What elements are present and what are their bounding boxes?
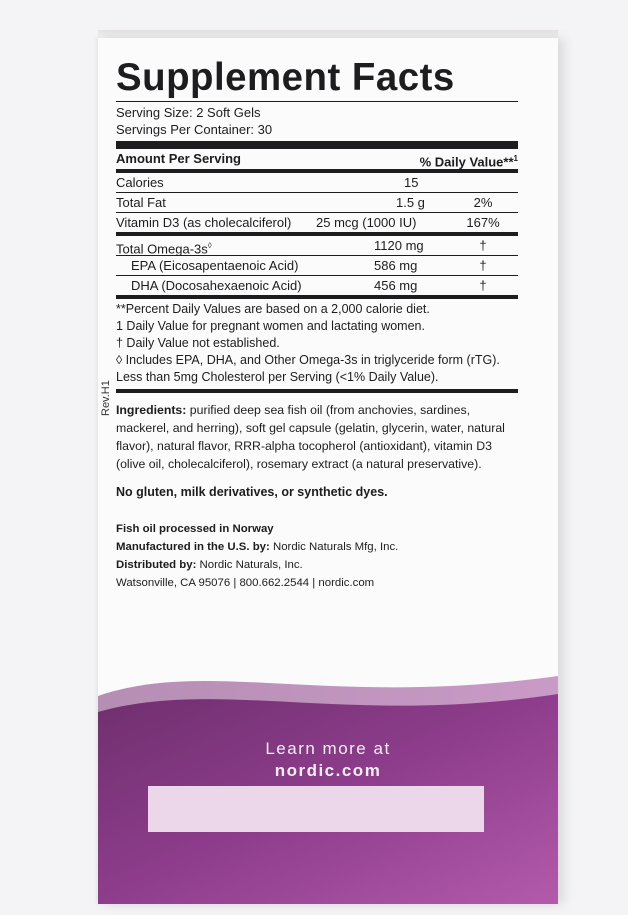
free-from-statement: No gluten, milk derivatives, or synthetic dyes. (116, 485, 388, 499)
header-amount-per-serving: Amount Per Serving (116, 151, 241, 166)
ingredients-text: Ingredients: purified deep sea fish oil (from anchovies, sardines, mackerel, and herring), soft gel capsule (gelatin, glycerin, water, natural flavor), natural flavor, RRR-alpha tocopherol (antioxidant), vitamin D3 (olive oil, cholecalciferol), rosemary extract (a natural preservative). (116, 403, 505, 471)
product-box-side (98, 38, 558, 904)
table-row: Total Omega-3s◊ 1120 mg † (116, 238, 487, 257)
table-header (116, 149, 518, 169)
table-row: Total Fat 1.5 g 2% (116, 195, 493, 210)
servings-per-container: Servings Per Container: 30 (116, 122, 273, 137)
footnotes: **Percent Daily Values are based on a 2,000 calorie diet. 1 Daily Value for pregnant women and lactating women. † Daily Value not established. ◊ Includes EPA, DHA, and Other Omega-3s in triglyceride form (rTG). Less than 5mg Cholesterol per Serving (<1% Daily Value). (116, 302, 500, 384)
panel-title: Supplement Facts (116, 56, 455, 99)
table-row: EPA (Eicosapentaenoic Acid) 586 mg † (131, 258, 487, 273)
divider-thick (116, 141, 518, 149)
nutrient-group-2 (116, 236, 518, 295)
divider-medium (116, 389, 518, 393)
supplement-facts-panel (116, 56, 518, 499)
divider (116, 101, 518, 102)
promo-text: Learn more at nordic.com (98, 738, 558, 782)
nutrient-group-1 (116, 173, 518, 232)
company-info: Fish oil processed in Norway Manufactured in the U.S. by: Nordic Naturals Mfg, Inc. Distributed by: Nordic Naturals, Inc. Watsonville, CA 95076 | 800.662.2544 | nordic.com (116, 523, 399, 589)
table-row: Calories 15 (116, 175, 419, 190)
website-link[interactable]: nordic.com (274, 761, 382, 780)
table-row: Vitamin D3 (as cholecalciferol) 25 mcg (1000 IU) 167% (116, 215, 500, 230)
header-daily-value: % Daily Value**$^1$ (419, 154, 518, 170)
serving-size: Serving Size: 2 Soft Gels (116, 105, 261, 120)
table-row: DHA (Docosahexaenoic Acid) 456 mg † (131, 278, 487, 293)
blank-label-area (148, 786, 484, 832)
revision-code: Rev.H1 (100, 380, 112, 416)
